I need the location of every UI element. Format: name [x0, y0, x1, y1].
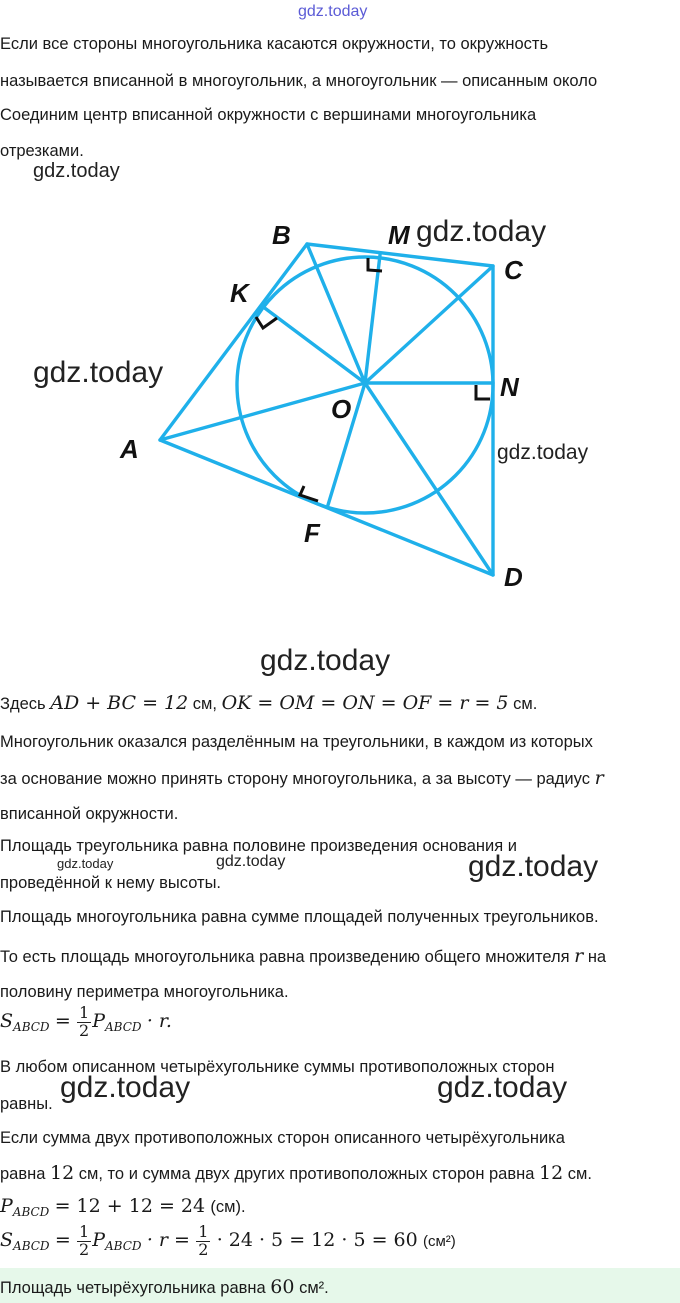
- right-angle-mark-k: [256, 317, 277, 328]
- fraction-denominator: 2: [79, 1021, 90, 1040]
- given-prefix: Здесь: [0, 695, 46, 713]
- right-angle-mark-n: [476, 385, 490, 399]
- p6-line-1: Если сумма двух противоположных сторон описанного четырёхугольника: [0, 1129, 565, 1147]
- p6-value-1: 12: [50, 1162, 75, 1184]
- given-equation-2: OK = OM = ON = OF = r = 5: [221, 692, 509, 714]
- area-p-subscript: ABCD: [105, 1239, 142, 1254]
- p2-line-1: Площадь треугольника равна половине произведения основания и: [0, 837, 517, 855]
- fraction-one-half: [77, 1005, 91, 1039]
- area-unit: (см²): [423, 1233, 456, 1251]
- area-fraction-1-numerator: 1: [79, 1222, 90, 1241]
- area-middle: · r =: [146, 1229, 190, 1252]
- p5-line-2: равны.: [0, 1095, 53, 1113]
- p6-line-2-middle: см, то и сумма двух других противоположных сторон равна: [78, 1165, 535, 1183]
- given-equation-1: AD + BC = 12: [50, 692, 189, 714]
- given-unit-1: см,: [192, 695, 217, 713]
- p4-multiplier-var: r: [574, 945, 584, 967]
- area-fraction-2-numerator: 1: [198, 1222, 209, 1241]
- area-tail: · 24 · 5 = 12 · 5 = 60: [216, 1229, 418, 1252]
- formula-area: [0, 1005, 172, 1039]
- p1-line-1: Многоугольник оказался разделённым на треугольники, в каждом из которых: [0, 733, 593, 751]
- perimeter-formula: [0, 1195, 246, 1219]
- label-b: B: [272, 220, 291, 250]
- watermark: gdz.today: [33, 356, 164, 389]
- perimeter-subscript: ABCD: [12, 1205, 50, 1219]
- given-line: [0, 692, 537, 714]
- watermark: gdz.today: [260, 644, 391, 677]
- label-o: O: [331, 394, 352, 424]
- perimeter-unit: (см).: [210, 1198, 246, 1216]
- label-f: F: [304, 518, 320, 548]
- perimeter-p: P: [0, 1195, 13, 1217]
- p6-line-2-start: равна: [0, 1165, 46, 1183]
- label-d: D: [504, 562, 523, 592]
- area-s-subscript: ABCD: [13, 1239, 50, 1254]
- formula-s: S: [0, 1010, 14, 1033]
- area-fraction-2-denominator: 2: [198, 1240, 209, 1259]
- label-c: C: [504, 255, 523, 285]
- watermark: gdz.today: [437, 1071, 568, 1104]
- area-p: P: [92, 1229, 106, 1252]
- p4-line-1-text: То есть площадь многоугольника равна произведению общего множителя: [0, 948, 570, 966]
- formula-p: P: [92, 1010, 106, 1033]
- p1-line-3: вписанной окружности.: [0, 805, 179, 823]
- intro-line-1: Если все стороны многоугольника касаются окружности, то окружность: [0, 35, 549, 53]
- geometry-figure: [0, 190, 680, 620]
- answer-prefix: Площадь четырёхугольника равна: [0, 1279, 266, 1297]
- area-s: S: [0, 1229, 14, 1252]
- intro-line-3: Соединим центр вписанной окружности с вершинами многоугольника: [0, 106, 537, 124]
- intro-line-2: называется вписанной в многоугольник, а многоугольник — описанным около: [0, 72, 598, 90]
- perimeter-expression: = 12 + 12 = 24: [54, 1195, 206, 1217]
- watermark: gdz.today: [416, 215, 547, 248]
- p1-line-2-text: за основание можно принять сторону многоугольника, а за высоту — радиус: [0, 770, 590, 788]
- p6-value-2: 12: [539, 1162, 564, 1184]
- label-n: N: [500, 372, 519, 402]
- formula-p-subscript: ABCD: [105, 1020, 142, 1035]
- segment-oc: [365, 266, 493, 383]
- p4-line-1-tail: на: [587, 948, 607, 966]
- label-m: M: [388, 220, 410, 250]
- p4-line-2: половину периметра многоугольника.: [0, 983, 289, 1001]
- watermark: gdz.today: [216, 853, 286, 870]
- p1-radius-var: r: [594, 767, 604, 789]
- answer-unit: см².: [299, 1279, 329, 1297]
- fraction-numerator: 1: [79, 1003, 90, 1022]
- formula-tail: · r.: [146, 1010, 172, 1033]
- watermark: gdz.today: [468, 850, 599, 883]
- label-a: A: [120, 434, 139, 464]
- radius-om: [365, 255, 380, 383]
- p4-line-1: [0, 945, 606, 967]
- watermark: gdz.today: [60, 1071, 191, 1104]
- formula-s-subscript: ABCD: [13, 1020, 50, 1035]
- label-k: K: [230, 278, 249, 308]
- site-header[interactable]: gdz.today: [298, 3, 368, 20]
- answer-line: [0, 1276, 329, 1298]
- area-formula: [0, 1224, 456, 1258]
- watermark: gdz.today: [497, 441, 589, 464]
- intro-line-4: отрезками.: [0, 142, 84, 160]
- area-fraction-2: [196, 1224, 210, 1258]
- area-fraction-1: [77, 1224, 91, 1258]
- p5-line-1: В любом описанном четырёхугольнике суммы противоположных сторон: [0, 1058, 555, 1076]
- p3-line: Площадь многоугольника равна сумме площадей полученных треугольников.: [0, 908, 599, 926]
- segment-od: [365, 383, 493, 575]
- answer-value: 60: [270, 1276, 295, 1298]
- watermark: gdz.today: [57, 856, 114, 871]
- p1-line-2: [0, 767, 604, 789]
- p6-line-2-end: см.: [567, 1165, 592, 1183]
- given-unit-2: см.: [513, 695, 538, 713]
- area-fraction-1-denominator: 2: [79, 1240, 90, 1259]
- p6-line-2: [0, 1162, 592, 1184]
- formula-equals: =: [54, 1010, 71, 1033]
- watermark: gdz.today: [33, 160, 120, 182]
- area-equals: =: [54, 1229, 71, 1252]
- p2-line-2: проведённой к нему высоты.: [0, 874, 222, 892]
